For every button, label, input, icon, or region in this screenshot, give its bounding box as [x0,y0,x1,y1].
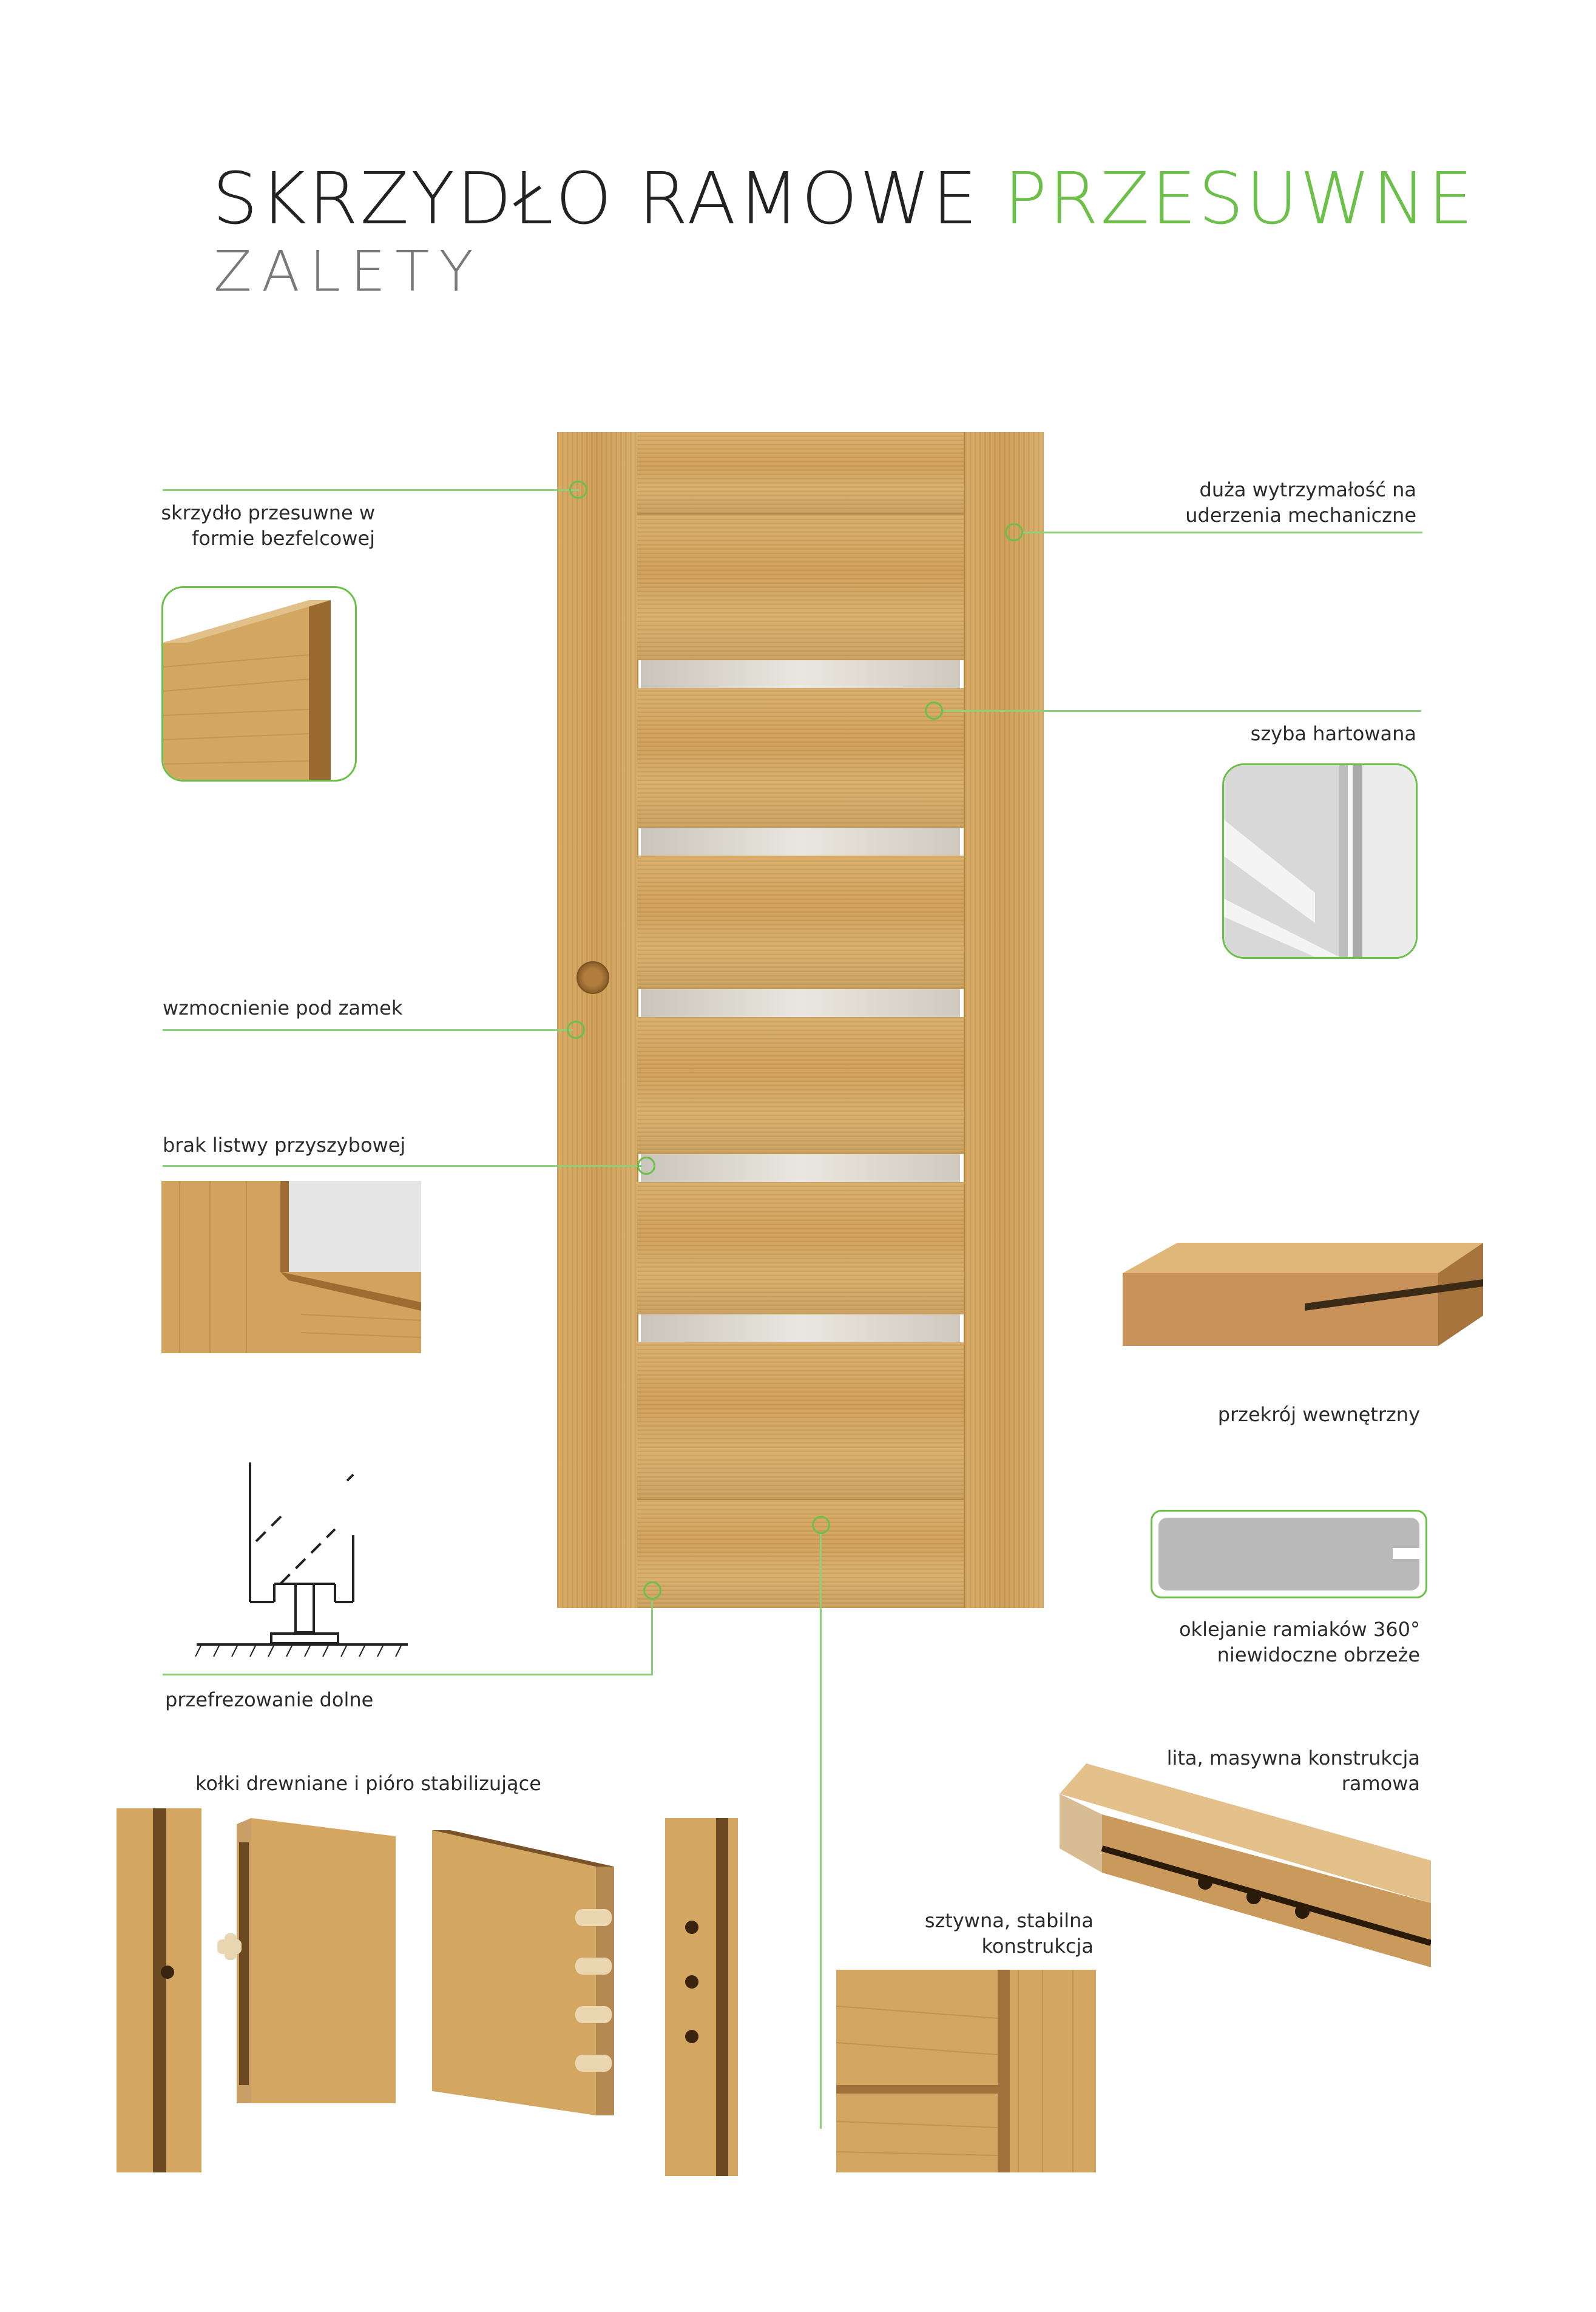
callout-dot-listwa [637,1157,655,1175]
door-panel-6 [637,1342,964,1500]
door-panel-3 [637,856,964,989]
detail-kolki-stile-image [117,1808,201,2172]
label-kolki: kołki drewniane i pióro stabilizujące [195,1772,541,1795]
door-right-stile [964,432,1044,1608]
label-zamek: wzmocnienie pod zamek [163,996,403,1019]
detail-kolki-rail2-image [432,1830,626,2115]
callout-vline-sztywna [820,1534,822,2129]
callout-line-zamek [163,1029,573,1031]
title-main: SKRZYDŁO RAMOWE [212,157,979,240]
rigid-frame-corner-icon [836,1970,1096,2172]
glass-pane-5 [641,1314,960,1342]
detail-listwa-image [161,1181,421,1353]
detail-przefrezowanie-image [195,1462,414,1663]
label-przefrezowanie: przefrezowanie dolne [165,1688,374,1711]
label-szyba: szyba hartowana [1250,722,1416,745]
label-bezfelcowe [134,500,375,551]
no-bead-corner-icon [161,1181,421,1353]
door-top-rail [637,432,964,515]
door-illustration [557,432,1043,1608]
callout-dot-bezfelcowe [569,481,587,499]
bottom-groove-diagram-icon [195,1462,414,1663]
edge-banding-icon [1152,1512,1425,1597]
label-oklejanie-line2: niewidoczne obrzeże [1217,1643,1420,1666]
callout-line-przefrezowanie [163,1674,653,1675]
label-bezfelcowe-line2: formie bezfelcowej [192,527,375,550]
detail-kolki-rail-image [214,1818,396,2103]
label-listwa: brak listwy przyszybowej [163,1134,406,1157]
label-lita-line1: lita, masywna konstrukcja [1166,1746,1420,1769]
stile-holes-icon [665,1818,738,2176]
label-wytrzymalosc-line1: duża wytrzymałość na [1199,478,1416,501]
door-edge-icon [163,588,355,780]
door-panel-4 [637,1017,964,1154]
glass-pane-4 [641,1154,960,1182]
detail-sztywna-image [836,1970,1096,2172]
callout-dot-wytrzymalosc [1005,523,1023,541]
callout-line-bezfelcowe [163,489,579,491]
label-sztywna-line1: sztywna, stabilna [924,1909,1094,1932]
label-przekroj: przekrój wewnętrzny [1217,1403,1420,1426]
stile-with-hole-icon [117,1808,201,2172]
page-title [212,157,1475,240]
door-panel-5 [637,1182,964,1314]
detail-przekroj-image [1123,1231,1483,1346]
callout-dot-szyba [925,701,943,720]
callout-vline-przefrezowanie [651,1600,653,1675]
tempered-glass-icon [1224,765,1416,957]
label-bezfelcowe-line1: skrzydło przesuwne w [161,501,375,524]
detail-bezfelcowe-image [161,586,357,782]
label-wytrzymalosc [1153,477,1416,528]
detail-kolki-holes-image [665,1818,738,2176]
label-sztywna-line2: konstrukcja [981,1935,1094,1958]
door-pull-handle [577,961,609,994]
label-sztywna [862,1908,1094,1959]
page-subtitle: ZALETY [214,239,483,304]
door-bottom-rail [637,1500,964,1608]
rail-with-dowels-icon [214,1818,396,2103]
solid-frame-section-icon [1060,1763,1431,1967]
cross-section-icon [1123,1231,1483,1346]
label-lita-line2: ramowa [1341,1772,1420,1795]
callout-line-listwa [163,1165,642,1167]
detail-lita-image [1060,1763,1431,1967]
glass-pane-2 [641,828,960,856]
label-oklejanie [1129,1617,1420,1668]
label-wytrzymalosc-line2: uderzenia mechaniczne [1185,504,1416,527]
glass-pane-3 [641,989,960,1017]
detail-szyba-image [1222,763,1418,959]
rail-with-tongue-dowels-icon [432,1830,626,2115]
glass-pane-1 [641,660,960,688]
title-accent: PRZESUWNE [1004,157,1475,240]
callout-line-wytrzymalosc [1022,532,1422,533]
door-panel-1 [637,515,964,660]
detail-oklejanie-image [1151,1510,1427,1598]
door-panel-2 [637,688,964,828]
callout-line-szyba [942,710,1421,712]
callout-dot-sztywna [812,1516,830,1534]
callout-dot-przefrezowanie [643,1581,661,1600]
callout-dot-zamek [567,1021,585,1039]
label-oklejanie-line1: oklejanie ramiaków 360° [1178,1618,1420,1641]
door-left-stile [557,432,638,1608]
